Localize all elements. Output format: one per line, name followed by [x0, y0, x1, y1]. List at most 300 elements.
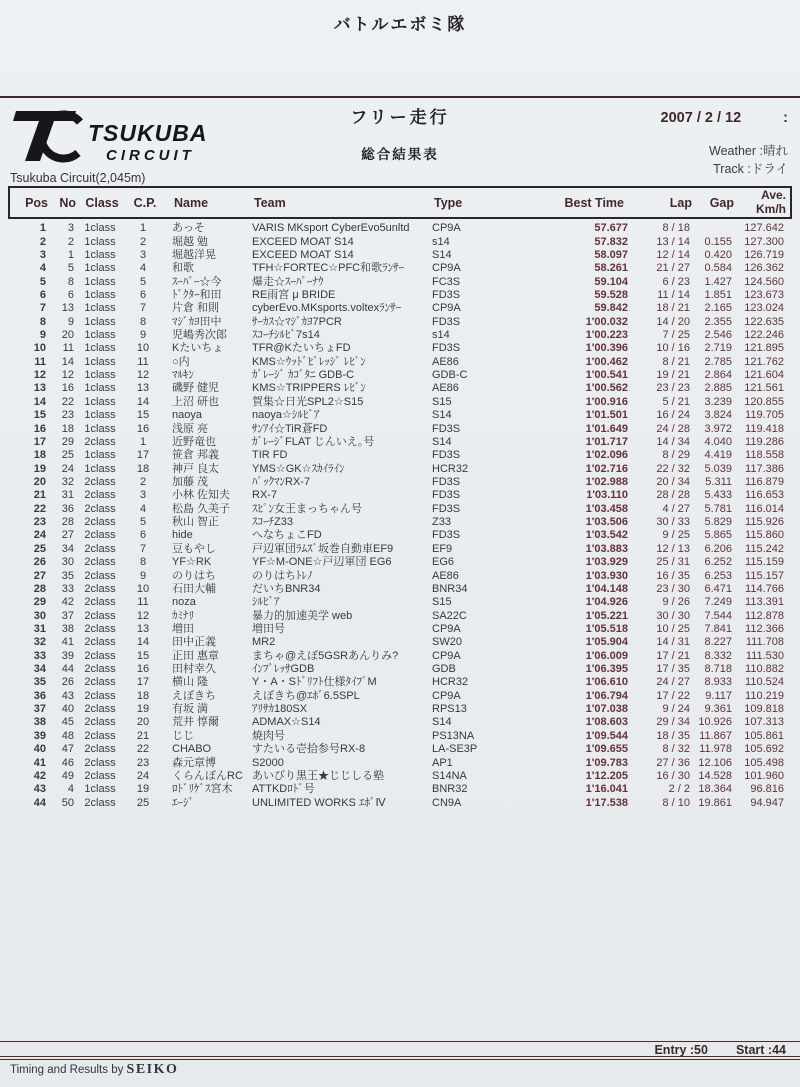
table-row	[8, 663, 792, 676]
credit-text: Timing and Results by	[10, 1064, 124, 1076]
cell-gap: 2.546	[704, 329, 732, 342]
cell-pos: 16	[33, 422, 46, 435]
cell-lap: 28 / 28	[656, 489, 690, 502]
cell-cp: 8	[139, 315, 147, 328]
cell-cls: 2class	[84, 689, 116, 702]
cell-cp: 19	[136, 783, 150, 796]
cell-no: 20	[61, 329, 74, 342]
cell-name: Kたいちょ	[172, 342, 224, 355]
cell-type: RPS13	[432, 703, 467, 716]
cell-gap: 5.781	[704, 502, 732, 515]
cell-ave: 110.219	[745, 689, 784, 702]
cell-cp: 3	[139, 248, 147, 261]
cell-team: 爆走☆ｽｰﾊﾟｰﾅｳ	[252, 275, 324, 288]
cell-lap: 8 / 10	[662, 796, 690, 809]
cell-ave: 105.692	[744, 743, 784, 756]
cell-type: BNR32	[432, 783, 468, 796]
cell-cp: 20	[136, 716, 150, 729]
session-title: フリー走行	[350, 108, 450, 127]
cell-name: 浅原 亮	[172, 422, 209, 435]
cell-no: 34	[61, 542, 74, 555]
cell-type: PS13NA	[432, 729, 475, 742]
cell-cls: 2class	[84, 729, 116, 742]
cell-no: 36	[61, 502, 74, 515]
cell-name: あっそ	[172, 222, 205, 235]
cell-name: ｴｰｼﾞ	[172, 796, 194, 809]
cell-team: 増田号	[252, 622, 285, 635]
cell-lap: 13 / 14	[656, 235, 690, 248]
cell-no: 13	[61, 302, 74, 315]
cell-gap: 3.972	[704, 422, 732, 435]
table-row	[8, 516, 792, 529]
cell-ave: 121.604	[744, 369, 784, 382]
cell-type: FD3S	[432, 342, 461, 355]
table-row	[8, 342, 792, 355]
cell-lap: 24 / 27	[656, 676, 690, 689]
cell-cls: 2class	[84, 676, 116, 689]
cell-ave: 126.719	[744, 248, 784, 261]
cell-team: TIR FD	[252, 449, 288, 462]
cell-best: 1'03.929	[585, 556, 628, 569]
table-row	[8, 396, 792, 409]
cell-cls: 1class	[84, 275, 116, 288]
cell-gap: 3.824	[704, 409, 732, 422]
cell-lap: 8 / 32	[662, 743, 690, 756]
cell-lap: 27 / 36	[656, 756, 690, 769]
cell-type: LA-SE3P	[432, 743, 478, 756]
table-row	[8, 556, 792, 569]
cell-ave: 121.895	[744, 342, 784, 355]
cell-team: YF☆M-ONE☆戸辺軍団 EG6	[252, 556, 392, 569]
cell-pos: 33	[33, 649, 46, 662]
event-date	[661, 110, 788, 126]
cell-lap: 17 / 35	[656, 663, 690, 676]
cell-type: FD3S	[432, 315, 461, 328]
cell-cls: 1class	[84, 422, 116, 435]
cell-best: 58.261	[594, 262, 628, 275]
cell-cls: 2class	[84, 743, 116, 756]
cell-no: 26	[61, 676, 74, 689]
cell-ave: 119.286	[745, 435, 784, 448]
cell-gap: 5.865	[704, 529, 732, 542]
cell-cls: 1class	[84, 248, 116, 261]
cell-cls: 2class	[84, 609, 116, 622]
cell-no: 3	[67, 222, 74, 235]
cell-cls: 1class	[84, 302, 116, 315]
cell-pos: 29	[33, 596, 46, 609]
cell-ave: 115.926	[745, 516, 784, 529]
cell-no: 25	[61, 449, 74, 462]
cell-team: cyberEvo.MKsports.voltexﾗﾝｻｰ	[252, 302, 402, 315]
cell-cls: 2class	[84, 596, 116, 609]
cell-cls: 1class	[84, 783, 116, 796]
cell-gap: 0.420	[704, 248, 732, 261]
table-row	[8, 462, 792, 475]
circuit-length-caption: Tsukuba Circuit(2,045m)	[10, 171, 146, 185]
cell-name: ○内	[172, 355, 190, 368]
cell-best: 1'05.221	[585, 609, 628, 622]
cell-name: じじ	[172, 729, 194, 742]
cell-type: GDB-C	[432, 369, 468, 382]
cell-team: へなちょこFD	[252, 529, 322, 542]
table-row	[8, 382, 792, 395]
cell-type: CN9A	[432, 796, 462, 809]
table-row	[8, 596, 792, 609]
cell-gap: 2.785	[704, 355, 732, 368]
tsukuba-circuit-logo-icon	[10, 103, 210, 165]
cell-team: UNLIMITED WORKS ｴﾎﾞⅣ	[252, 796, 386, 809]
cell-best: 59.528	[594, 288, 628, 301]
cell-name: 松島 久美子	[172, 502, 231, 515]
cell-cp: 2	[139, 235, 147, 248]
cell-team: 暴力的加速美学 web	[252, 609, 353, 622]
cell-best: 1'03.542	[585, 529, 628, 542]
cell-gap: 18.364	[698, 783, 732, 796]
weather-status: Weather :晴れ	[709, 144, 788, 158]
cell-cls: 2class	[84, 636, 116, 649]
cell-best: 59.842	[594, 302, 628, 315]
logo-tsukuba-text: TSUKUBA	[88, 120, 208, 146]
table-row	[8, 609, 792, 622]
cell-pos: 31	[33, 622, 46, 635]
cell-cp: 15	[136, 409, 150, 422]
cell-team: 戸辺軍団ﾗﾑｽﾞ坂巻自動車EF9	[252, 542, 394, 555]
cell-cls: 1class	[84, 395, 116, 408]
cell-ave: 115.242	[745, 542, 784, 555]
cell-pos: 44	[33, 796, 46, 809]
cell-lap: 9 / 25	[662, 529, 690, 542]
date-value: 2007 / 2 / 12	[660, 110, 742, 126]
cell-cp: 12	[136, 369, 150, 382]
cell-best: 1'08.603	[585, 716, 628, 729]
cell-lap: 9 / 24	[662, 703, 690, 716]
cell-ave: 123.673	[744, 288, 784, 301]
cell-team: EXCEED MOAT S14	[252, 248, 354, 261]
cell-ave: 101.960	[744, 769, 784, 782]
cell-no: 45	[61, 716, 74, 729]
cell-ave: 119.418	[745, 422, 784, 435]
cell-best: 1'12.205	[585, 769, 628, 782]
cell-no: 47	[61, 743, 74, 756]
cell-no: 30	[61, 556, 74, 569]
cell-pos: 7	[39, 302, 46, 315]
cell-cp: 14	[136, 395, 150, 408]
cell-pos: 8	[39, 315, 46, 328]
table-row	[8, 422, 792, 435]
cell-team: だいちBNR34	[252, 582, 321, 595]
cell-team: ATTKDﾛﾄﾞ号	[252, 783, 315, 796]
cell-best: 1'03.883	[585, 542, 628, 555]
cell-pos: 28	[33, 582, 46, 595]
timing-credit	[10, 1062, 178, 1078]
cell-no: 39	[61, 649, 74, 662]
cell-type: FD3S	[432, 449, 461, 462]
cell-cp: 5	[139, 516, 147, 529]
cell-ave: 113.391	[745, 596, 784, 609]
cell-lap: 14 / 31	[656, 636, 690, 649]
cell-lap: 8 / 29	[662, 449, 690, 462]
col-gap: Gap	[709, 195, 734, 210]
cell-best: 1'04.926	[585, 596, 628, 609]
seiko-logo-text: SEIKO	[126, 1062, 179, 1077]
cell-cp: 15	[136, 649, 150, 662]
cell-gap: 0.584	[704, 262, 732, 275]
cell-ave: 122.246	[744, 329, 784, 342]
table-row	[8, 222, 792, 235]
cell-gap: 8.332	[704, 649, 732, 662]
cell-pos: 42	[33, 769, 46, 782]
cell-ave: 94.947	[750, 796, 784, 809]
cell-best: 1'17.538	[585, 796, 628, 809]
entry-count: Entry :50	[654, 1043, 708, 1057]
cell-lap: 14 / 20	[656, 315, 690, 328]
col-no: No	[59, 195, 76, 210]
cell-team: ｽｺｰﾁｼﾙﾋﾞ7s14	[252, 329, 320, 342]
cell-lap: 16 / 24	[656, 409, 690, 422]
cell-ave: 116.653	[745, 489, 784, 502]
cell-best: 1'09.544	[585, 729, 628, 742]
cell-ave: 122.635	[744, 315, 784, 328]
cell-ave: 115.860	[745, 529, 784, 542]
cell-no: 33	[61, 582, 74, 595]
session-block	[290, 103, 510, 163]
cell-pos: 2	[39, 235, 46, 248]
cell-name: CHABO	[172, 743, 212, 756]
cell-cp: 13	[136, 382, 150, 395]
cell-gap: 2.719	[704, 342, 732, 355]
col-lap: Lap	[669, 195, 692, 210]
cell-best: 1'16.041	[585, 783, 628, 796]
cell-lap: 2 / 2	[668, 783, 690, 796]
cell-lap: 10 / 25	[656, 622, 690, 635]
cell-lap: 4 / 27	[662, 502, 690, 515]
cell-no: 12	[61, 369, 74, 382]
time-colon: :	[783, 110, 788, 126]
cell-ave: 123.024	[744, 302, 784, 315]
cell-lap: 7 / 25	[662, 329, 690, 342]
cell-gap: 10.926	[698, 716, 732, 729]
cell-lap: 19 / 21	[656, 369, 690, 382]
entry-start-summary	[654, 1043, 786, 1057]
cell-name: 田村幸久	[172, 663, 216, 676]
cell-team: ｶﾞﾚｰｼﾞ ｶｺﾞﾀﾆ GDB-C	[252, 369, 355, 382]
cell-name: 和歌	[172, 262, 194, 275]
cell-team: S2000	[252, 756, 284, 769]
cell-name: 荒井 惇爾	[172, 716, 220, 729]
cell-no: 6	[67, 288, 74, 301]
cell-type: CP9A	[432, 302, 461, 315]
cell-type: S14	[432, 248, 452, 261]
cell-team: ｼﾙﾋﾞｱ	[252, 596, 280, 609]
table-row	[8, 543, 792, 556]
col-cp: C.P.	[133, 195, 157, 210]
cell-no: 2	[67, 235, 74, 248]
cell-cp: 12	[136, 609, 150, 622]
col-ave-kmh	[734, 189, 786, 217]
table-row	[8, 743, 792, 756]
cell-type: S14NA	[432, 769, 467, 782]
cell-best: 1'02.716	[585, 462, 628, 475]
cell-cls: 1class	[84, 382, 116, 395]
cell-pos: 19	[33, 462, 46, 475]
cell-cp: 4	[139, 262, 147, 275]
cell-gap: 8.933	[704, 676, 732, 689]
cell-pos: 26	[33, 556, 46, 569]
cell-team: ADMAX☆S14	[252, 716, 321, 729]
cell-team: 焼肉号	[252, 729, 285, 742]
cell-team: ｱﾘｻｶ180SX	[252, 703, 308, 716]
cell-cp: 9	[139, 569, 147, 582]
cell-team: naoya☆ｼﾙﾋﾞｱ	[252, 409, 320, 422]
table-row	[8, 503, 792, 516]
results-subtitle: 総合結果表	[361, 147, 439, 162]
cell-type: S14	[432, 435, 452, 448]
cell-team: ｲﾝﾌﾟﾚｯｻGDB	[252, 663, 315, 676]
cell-lap: 17 / 22	[656, 689, 690, 702]
cell-type: S15	[432, 596, 452, 609]
cell-cp: 24	[136, 769, 150, 782]
cell-type: CP9A	[432, 622, 461, 635]
cell-name: のりはち	[172, 569, 216, 582]
cell-team: ｶﾞﾚｰｼﾞFLAT じんいえ｡号	[252, 435, 375, 448]
cell-no: 35	[61, 569, 74, 582]
cell-cls: 2class	[84, 569, 116, 582]
cell-team: すたいる壱拾参号RX-8	[252, 743, 366, 756]
cell-name: ﾏｼﾞｶﾖ田中	[172, 315, 222, 328]
cell-lap: 10 / 16	[656, 342, 690, 355]
cell-type: SW20	[432, 636, 462, 649]
cell-gap: 7.841	[704, 622, 732, 635]
cell-ave: 115.157	[745, 569, 784, 582]
cell-cls: 2class	[84, 716, 116, 729]
cell-best: 1'03.110	[586, 489, 628, 502]
cell-name: 田中正義	[172, 636, 216, 649]
cell-name: えぼきち	[172, 689, 216, 702]
cell-name: ﾏﾙｷﾝ	[172, 369, 194, 382]
cell-type: CP9A	[432, 222, 461, 235]
cell-pos: 21	[33, 489, 46, 502]
cell-cls: 1class	[84, 409, 116, 422]
cell-team: Y・A・Sﾄﾞﾘﾌﾄ仕様ﾀｲﾌﾟM	[252, 676, 377, 689]
cell-cls: 2class	[84, 703, 116, 716]
cell-pos: 39	[33, 729, 46, 742]
cell-team: TFR@KたいちょFD	[252, 342, 351, 355]
cell-lap: 22 / 32	[656, 462, 690, 475]
cell-cp: 10	[136, 342, 150, 355]
cell-gap: 5.433	[704, 489, 732, 502]
cell-cls: 2class	[84, 622, 116, 635]
cell-ave: 126.362	[744, 262, 784, 275]
table-row	[8, 275, 792, 288]
cell-gap: 9.117	[705, 689, 732, 702]
cell-team: 賀集☆日光SPL2☆S15	[252, 395, 364, 408]
cell-cp: 17	[136, 676, 150, 689]
cell-ave: 112.878	[745, 609, 784, 622]
cell-cp: 4	[139, 502, 147, 515]
cell-lap: 8 / 18	[662, 222, 690, 235]
col-type: Type	[434, 195, 463, 210]
cell-cp: 17	[136, 449, 150, 462]
col-team: Team	[254, 195, 286, 210]
cell-pos: 4	[39, 262, 46, 275]
cell-gap: 2.885	[704, 382, 732, 395]
cell-lap: 23 / 23	[656, 382, 690, 395]
cell-team: KMS☆ｳｯﾄﾞﾋﾞﾚｯｼﾞ ﾚﾋﾞﾝ	[252, 355, 366, 368]
cell-name: ｽｰﾊﾟｰ☆今	[172, 275, 222, 288]
cell-best: 1'03.458	[585, 502, 628, 515]
cell-cls: 1class	[84, 462, 116, 475]
track-status: Track :ドライ	[713, 162, 788, 176]
cell-best: 1'04.148	[585, 582, 628, 595]
cell-type: FD3S	[432, 476, 461, 488]
cell-type: GDB	[432, 663, 456, 676]
cell-team: RX-7	[252, 489, 278, 502]
cell-ave: 105.498	[744, 756, 784, 769]
cell-name: 堀越洋晃	[172, 248, 216, 261]
cell-type: FD3S	[432, 489, 461, 502]
cell-team: EXCEED MOAT S14	[252, 235, 354, 248]
cell-type: CP9A	[432, 649, 461, 662]
cell-pos: 1	[39, 222, 46, 235]
cell-no: 41	[61, 636, 74, 649]
cell-name: 加藤 茂	[172, 476, 209, 488]
cell-cls: 2class	[84, 556, 116, 569]
cell-gap: 8.227	[704, 636, 732, 649]
results-rows	[8, 222, 792, 810]
cell-cp: 16	[136, 422, 150, 435]
cell-name: hide	[172, 529, 193, 542]
cell-cls: 1class	[84, 262, 116, 275]
table-row	[8, 316, 792, 329]
col-best-time: Best Time	[564, 195, 624, 210]
cell-team: のりはちﾄﾚﾉ	[252, 569, 313, 582]
cell-gap: 7.249	[704, 596, 732, 609]
cell-best: 1'00.223	[585, 329, 628, 342]
cell-lap: 14 / 34	[656, 435, 690, 448]
table-row	[8, 623, 792, 636]
cell-gap: 5.311	[705, 476, 732, 488]
cell-gap: 8.718	[704, 663, 732, 676]
cell-best: 1'06.009	[585, 649, 628, 662]
cell-lap: 25 / 31	[656, 556, 690, 569]
table-row	[8, 703, 792, 716]
col-ave-line1: Ave.	[761, 187, 786, 202]
cell-best: 1'06.395	[585, 663, 628, 676]
cell-gap: 6.252	[704, 556, 732, 569]
cell-type: EG6	[432, 556, 455, 569]
cell-best: 1'05.904	[585, 636, 628, 649]
cell-type: CP9A	[432, 689, 461, 702]
cell-cp: 25	[136, 796, 150, 809]
cell-type: BNR34	[432, 582, 468, 595]
cell-ave: 110.882	[745, 663, 784, 676]
cell-ave: 124.560	[744, 275, 784, 288]
cell-best: 58.097	[594, 248, 628, 261]
cell-gap: 1.851	[704, 288, 732, 301]
table-row	[8, 583, 792, 596]
cell-gap: 19.861	[698, 796, 732, 809]
cell-cls: 1class	[84, 369, 116, 382]
table-row	[8, 770, 792, 783]
cell-ave: 118.558	[745, 449, 784, 462]
cell-best: 1'02.988	[585, 476, 628, 488]
cell-type: FD3S	[432, 529, 461, 542]
cell-cp: 18	[136, 462, 150, 475]
cell-no: 44	[61, 663, 74, 676]
tsukuba-logo	[10, 103, 260, 185]
cell-type: AP1	[432, 756, 453, 769]
cell-name: 児嶋秀次郎	[172, 329, 227, 342]
